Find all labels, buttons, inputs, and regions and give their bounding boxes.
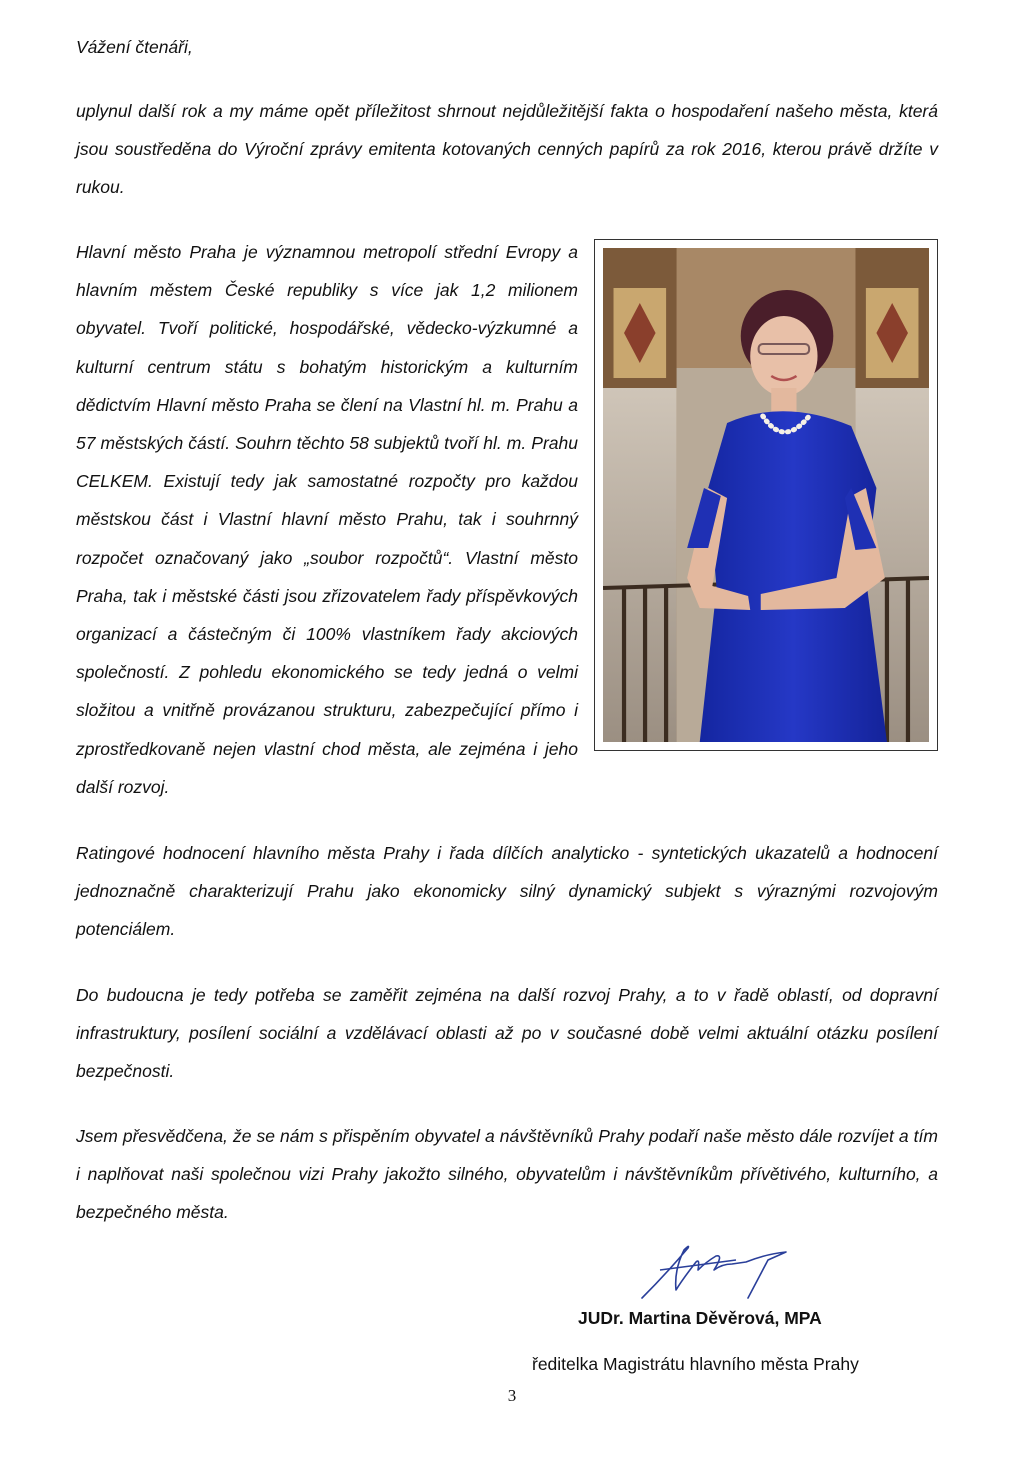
paragraph-future: Do budoucna je tedy potřeba se zaměřit zejména na další rozvoj Prahy, a to v řadě oblastí, od dopravní infrastruktury, posílení sociální a vzdělávací oblasti až po v současné době velmi aktuální otázku posílení bezpečnosti. [76, 985, 938, 1082]
paragraph-intro: uplynul další rok a my máme opět příležitost shrnout nejdůležitější fakta o hospodaření našeho města, která jsou soustředěna do Výroční zprávy emitenta kotovaných cenných papírů za rok 2016, kterou právě držíte v rukou. [76, 101, 938, 198]
paragraph-vision: Jsem přesvědčena, že se nám s přispěním obyvatel a návštěvníků Prahy podaří naše město dále rozvíjet a tím i naplňovat naši společnou vizi Prahy jakožto silného, obyvatelům i návštěvníkům přívětivého, kulturního, a bezpečného města. [76, 1126, 938, 1223]
portrait-photo [603, 248, 929, 742]
paragraph-rating: Ratingové hodnocení hlavního města Prahy i řada dílčích analyticko - syntetických ukazatelů a hodnocení jednoznačně charakterizují Prahu jako ekonomicky silný dynamický subjekt s výraznými rozvojovým potenciálem. [76, 843, 938, 940]
page-number: 3 [507, 1386, 517, 1405]
paragraph-city-structure-text: Hlavní město Praha je významnou metropolí střední Evropy a hlavním městem České republiky s více jak 1,2 milionem obyvatel. Tvoří politické, hospodářské, vědecko-výzkumné a kulturní centrum státu s bohatým historickým a kulturním dědictvím Hlavní město Praha se člení na Vlastní hl. m. Prahu a 57 městských částí. Souhrn těchto 58 subjektů tvoří hl. m. Prahu CELKEM. Existují tedy jak samostatné rozpočty pro každou městskou část i Vlastní hlavní město Prahu, tak i souhrnný rozpočet označovaný jako „soubor rozpočtů“. Vlastní město Praha, tak i městské části jsou zřizovatelem řady příspěvkových organizací a částečným či 100% vlastníkem řady akciových společností. Z pohledu ekonomického se tedy jedná o velmi složitou a vnitřně provázanou strukturu, zabezpečující přímo i zprostředkovaně nejen vlastní chod města, ale zejména i jeho další rozvoj. [76, 242, 578, 797]
signatory-role: ředitelka Magistrátu hlavního města Prahy [532, 1354, 859, 1374]
paragraph-city-structure [76, 233, 938, 806]
salutation: Vážení čtenáři, [76, 37, 193, 57]
handwritten-signature [636, 1240, 796, 1302]
signatory-name: JUDr. Martina Děvěrová, MPA [578, 1308, 822, 1328]
portrait-photo-frame [594, 239, 938, 751]
